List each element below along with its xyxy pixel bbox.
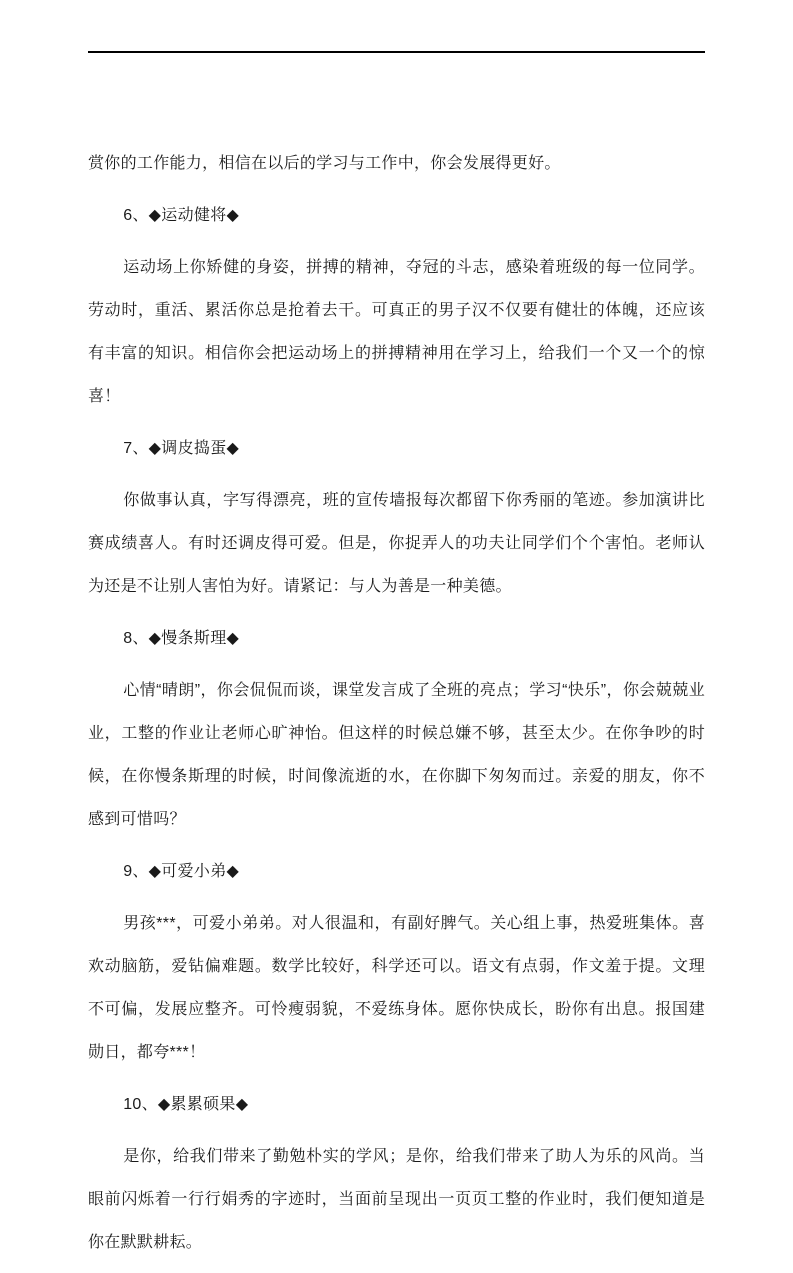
paragraph-continuation: 赏你的工作能力，相信在以后的学习与工作中，你会发展得更好。 xyxy=(88,155,561,172)
paragraph-section-6: 运动场上你矫健的身姿，拼搏的精神，夺冠的斗志，感染着班级的每一位同学。劳动时，重活、累活你总是抢着去干。可真正的男子汉不仅要有健壮的体魄，还应该有丰富的知识。相信你会把运动场上的拼搏精神用在学习上，给我们一个又一个的惊喜！ xyxy=(88,259,705,405)
section-heading-7: 7、◆调皮捣蛋◆ xyxy=(123,440,240,457)
section-heading-6: 6、◆运动健将◆ xyxy=(123,207,240,224)
section-heading-9: 9、◆可爱小弟◆ xyxy=(123,863,240,880)
header-divider-rule xyxy=(88,51,705,53)
section-heading-10: 10、◆累累硕果◆ xyxy=(123,1096,249,1113)
paragraph-section-7: 你做事认真，字写得漂亮，班的宣传墙报每次都留下你秀丽的笔迹。参加演讲比赛成绩喜人。有时还调皮得可爱。但是，你捉弄人的功夫让同学们个个害怕。老师认为还是不让别人害怕为好。请紧记：与人为善是一种美德。 xyxy=(88,492,705,595)
document-body xyxy=(88,142,705,1273)
paragraph-section-8: 心情“晴朗”，你会侃侃而谈，课堂发言成了全班的亮点；学习“快乐”，你会兢兢业业，工整的作业让老师心旷神怡。但这样的时候总嫌不够，甚至太少。在你争吵的时候，在你慢条斯理的时候，时间像流逝的水，在你脚下匆匆而过。亲爱的朋友，你不感到可惜吗？ xyxy=(88,682,705,828)
section-heading-8: 8、◆慢条斯理◆ xyxy=(123,630,240,647)
paragraph-section-10: 是你，给我们带来了勤勉朴实的学风；是你，给我们带来了助人为乐的风尚。当眼前闪烁着一行行娟秀的字迹时，当面前呈现出一页页工整的作业时，我们便知道是你在默默耕耘。 xyxy=(88,1148,705,1251)
paragraph-section-9: 男孩***，可爱小弟弟。对人很温和，有副好脾气。关心组上事，热爱班集体。喜欢动脑筋，爱钻偏难题。数学比较好，科学还可以。语文有点弱，作文羞于提。文理不可偏，发展应整齐。可怜瘦弱貌，不爱练身体。愿你快成长，盼你有出息。报国建勋日，都夸***！ xyxy=(88,915,705,1061)
